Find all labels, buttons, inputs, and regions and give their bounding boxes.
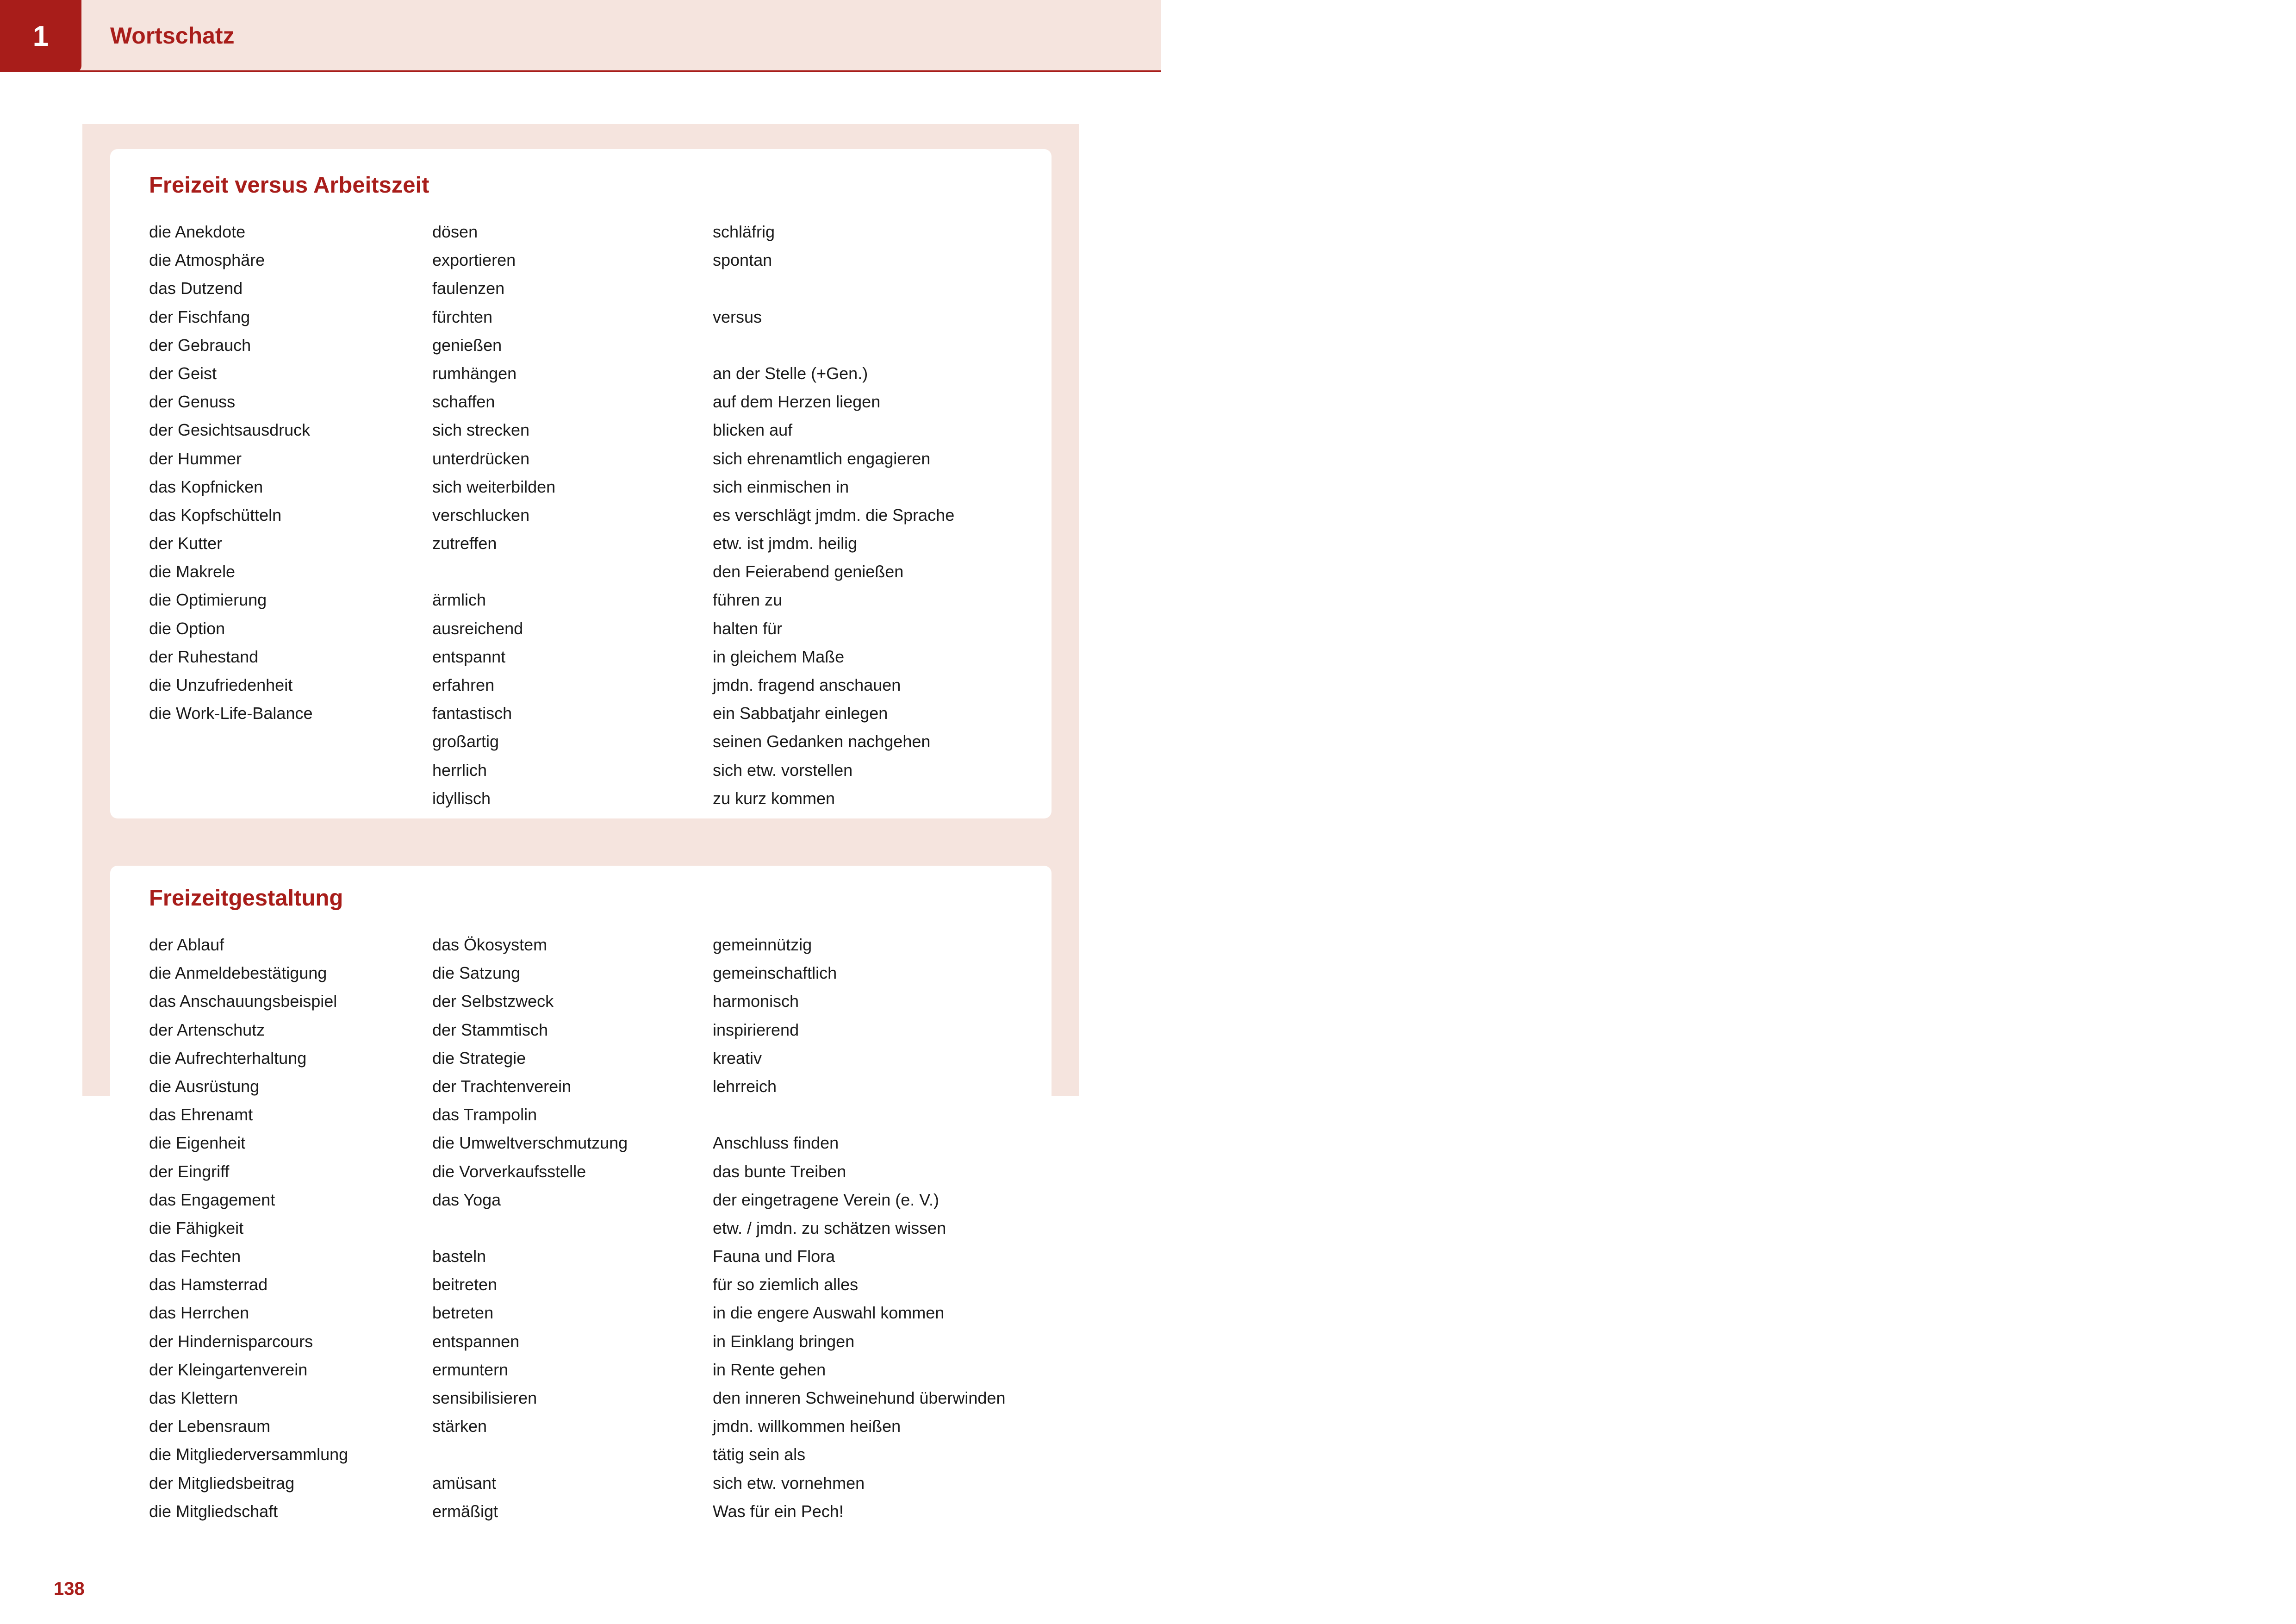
vocab-entry: entspannen bbox=[432, 1331, 520, 1351]
vocab-entry: in die engere Auswahl kommen bbox=[713, 1303, 945, 1323]
vocab-entry: ärmlich bbox=[432, 590, 486, 610]
vocab-entry: der Ruhestand bbox=[149, 647, 259, 666]
vocab-entry: an der Stelle (+Gen.) bbox=[713, 363, 868, 383]
vocab-entry: genießen bbox=[432, 335, 502, 355]
vocab-entry: der eingetragene Verein (e. V.) bbox=[713, 1190, 940, 1209]
vocab-entry: das Kopfnicken bbox=[149, 477, 263, 496]
vocab-entry: die Anekdote bbox=[149, 222, 246, 241]
vocab-entry: inspirierend bbox=[713, 1020, 799, 1039]
vocab-entry: ermäßigt bbox=[432, 1501, 498, 1521]
vocab-entry: seinen Gedanken nachgehen bbox=[713, 732, 931, 751]
vocab-entry: basteln bbox=[432, 1247, 486, 1266]
word-column bbox=[149, 931, 427, 1525]
vocab-entry: die Aufrechterhaltung bbox=[149, 1048, 307, 1068]
page-number: 138 bbox=[54, 1579, 85, 1599]
vocab-entry: sich etw. vornehmen bbox=[713, 1473, 865, 1493]
section-title: Freizeit versus Arbeitszeit bbox=[149, 173, 429, 198]
vocab-entry: exportieren bbox=[432, 250, 516, 270]
vocab-entry: der Mitgliedsbeitrag bbox=[149, 1473, 295, 1493]
vocab-entry: ein Sabbatjahr einlegen bbox=[713, 704, 888, 723]
vocab-entry: führen zu bbox=[713, 590, 783, 610]
vocab-spacer bbox=[149, 727, 427, 756]
vocab-entry: sich einmischen in bbox=[713, 477, 849, 496]
vocab-entry: der Fischfang bbox=[149, 307, 250, 326]
vocab-entry: in Einklang bringen bbox=[713, 1331, 855, 1351]
vocab-entry: Anschluss finden bbox=[713, 1133, 839, 1153]
vocab-entry: das Dutzend bbox=[149, 279, 243, 298]
vocab-entry: die Ausrüstung bbox=[149, 1076, 260, 1096]
vocab-entry: die Atmosphäre bbox=[149, 250, 265, 270]
vocab-entry: in gleichem Maße bbox=[713, 647, 845, 666]
vocab-entry: der Gebrauch bbox=[149, 335, 251, 355]
vocab-entry: in Rente gehen bbox=[713, 1360, 826, 1379]
vocab-spacer bbox=[713, 1100, 1074, 1129]
vocab-entry: auf dem Herzen liegen bbox=[713, 392, 881, 412]
vocab-entry: entspannt bbox=[432, 647, 506, 666]
vocab-entry: ermuntern bbox=[432, 1360, 509, 1379]
vocab-entry: die Satzung bbox=[432, 963, 521, 983]
vocab-entry: gemeinschaftlich bbox=[713, 963, 837, 983]
vocab-entry: sich ehrenamtlich engagieren bbox=[713, 449, 931, 468]
vocab-entry: tätig sein als bbox=[713, 1445, 806, 1464]
vocab-entry: der Stammtisch bbox=[432, 1020, 548, 1039]
vocab-entry: halten für bbox=[713, 618, 783, 638]
vocab-entry: spontan bbox=[713, 250, 772, 270]
word-column bbox=[149, 218, 427, 812]
vocab-entry: die Mitgliedschaft bbox=[149, 1501, 278, 1521]
vocab-entry: ausreichend bbox=[432, 618, 523, 638]
vocab-entry: das Ehrenamt bbox=[149, 1105, 253, 1124]
vocab-entry: der Hindernisparcours bbox=[149, 1331, 313, 1351]
vocab-entry: das Anschauungsbeispiel bbox=[149, 992, 337, 1011]
vocab-spacer bbox=[149, 756, 427, 784]
vocab-entry: herrlich bbox=[432, 760, 487, 780]
vocab-entry: das Herrchen bbox=[149, 1303, 249, 1323]
vocab-entry: Fauna und Flora bbox=[713, 1247, 835, 1266]
vocab-entry: etw. / jmdn. zu schätzen wissen bbox=[713, 1218, 946, 1237]
vocab-entry: die Unzufriedenheit bbox=[149, 675, 293, 694]
vocab-entry: stärken bbox=[432, 1417, 487, 1436]
vocab-entry: etw. ist jmdm. heilig bbox=[713, 534, 858, 553]
vocab-entry: das Fechten bbox=[149, 1247, 241, 1266]
vocab-entry: verschlucken bbox=[432, 505, 530, 525]
vocab-entry: der Lebensraum bbox=[149, 1417, 271, 1436]
vocab-spacer bbox=[432, 1214, 710, 1242]
vocab-entry: idyllisch bbox=[432, 788, 491, 808]
vocab-entry: amüsant bbox=[432, 1473, 497, 1493]
vocab-entry: zutreffen bbox=[432, 534, 497, 553]
vocab-entry: die Optimierung bbox=[149, 590, 267, 610]
vocab-entry: den inneren Schweinehund überwinden bbox=[713, 1388, 1006, 1407]
vocab-entry: der Gesichtsausdruck bbox=[149, 420, 311, 440]
vocab-entry: sich weiterbilden bbox=[432, 477, 556, 496]
vocab-entry: die Option bbox=[149, 618, 225, 638]
vocab-entry: das Klettern bbox=[149, 1388, 238, 1407]
section-card bbox=[110, 866, 1052, 1535]
vocab-entry: der Selbstzweck bbox=[432, 992, 554, 1011]
vocab-entry: das bunte Treiben bbox=[713, 1162, 846, 1181]
vocab-entry: schaffen bbox=[432, 392, 495, 412]
vocab-entry: der Genuss bbox=[149, 392, 236, 412]
chapter-number-badge bbox=[0, 0, 81, 72]
vocab-entry: die Umweltverschmutzung bbox=[432, 1133, 628, 1153]
vocab-entry: der Hummer bbox=[149, 449, 242, 468]
vocab-entry: den Feierabend genießen bbox=[713, 562, 904, 581]
word-column bbox=[713, 931, 1074, 1525]
vocab-entry: dösen bbox=[432, 222, 478, 241]
vocab-entry: für so ziemlich alles bbox=[713, 1275, 859, 1294]
vocab-entry: es verschlägt jmdm. die Sprache bbox=[713, 505, 955, 525]
vocab-entry: großartig bbox=[432, 732, 499, 751]
word-column bbox=[713, 218, 1074, 812]
vocab-spacer bbox=[713, 274, 1074, 302]
vocab-entry: die Makrele bbox=[149, 562, 236, 581]
vocab-entry: die Anmeldebestätigung bbox=[149, 963, 327, 983]
vocab-entry: versus bbox=[713, 307, 762, 326]
vocab-spacer bbox=[149, 784, 427, 812]
vocab-entry: das Yoga bbox=[432, 1190, 501, 1209]
vocab-entry: der Kutter bbox=[149, 534, 223, 553]
vocab-entry: die Strategie bbox=[432, 1048, 526, 1068]
vocab-entry: die Fähigkeit bbox=[149, 1218, 244, 1237]
vocab-entry: der Kleingartenverein bbox=[149, 1360, 308, 1379]
vocab-entry: jmdn. fragend anschauen bbox=[713, 675, 901, 694]
vocab-entry: fantastisch bbox=[432, 704, 512, 723]
vocab-entry: das Hamsterrad bbox=[149, 1275, 268, 1294]
vocab-entry: erfahren bbox=[432, 675, 495, 694]
vocab-spacer bbox=[432, 557, 710, 586]
vocab-entry: harmonisch bbox=[713, 992, 799, 1011]
vocab-entry: unterdrücken bbox=[432, 449, 530, 468]
vocab-entry: die Work-Life-Balance bbox=[149, 704, 313, 723]
chapter-number: 1 bbox=[32, 20, 49, 52]
word-column bbox=[432, 931, 710, 1525]
vocab-entry: das Engagement bbox=[149, 1190, 275, 1209]
section-card bbox=[110, 149, 1052, 818]
word-column bbox=[432, 218, 710, 812]
vocab-entry: die Mitgliederversammlung bbox=[149, 1445, 348, 1464]
vocab-entry: die Eigenheit bbox=[149, 1133, 246, 1153]
vocab-spacer bbox=[713, 331, 1074, 359]
vocab-entry: kreativ bbox=[713, 1048, 762, 1068]
vocab-entry: zu kurz kommen bbox=[713, 788, 835, 808]
vocab-entry: beitreten bbox=[432, 1275, 498, 1294]
vocab-entry: das Ökosystem bbox=[432, 935, 548, 954]
vocab-entry: die Vorverkaufsstelle bbox=[432, 1162, 586, 1181]
vocab-entry: sich strecken bbox=[432, 420, 530, 440]
vocab-entry: der Ablauf bbox=[149, 935, 224, 954]
vocab-entry: das Trampolin bbox=[432, 1105, 537, 1124]
vocab-entry: das Kopfschütteln bbox=[149, 505, 282, 525]
vocab-entry: Was für ein Pech! bbox=[713, 1501, 844, 1521]
vocab-entry: der Trachtenverein bbox=[432, 1076, 572, 1096]
vocab-entry: rumhängen bbox=[432, 363, 517, 383]
vocab-entry: faulenzen bbox=[432, 279, 505, 298]
section-title: Freizeitgestaltung bbox=[149, 886, 343, 911]
vocab-entry: der Eingriff bbox=[149, 1162, 230, 1181]
vocab-entry: der Geist bbox=[149, 363, 217, 383]
vocab-entry: der Artenschutz bbox=[149, 1020, 265, 1039]
vocab-spacer bbox=[432, 1440, 710, 1468]
vocab-entry: sensibilisieren bbox=[432, 1388, 537, 1407]
vocab-entry: lehrreich bbox=[713, 1076, 777, 1096]
vocab-entry: fürchten bbox=[432, 307, 493, 326]
chapter-title: Wortschatz bbox=[110, 23, 235, 49]
vocab-entry: schläfrig bbox=[713, 222, 775, 241]
vocab-entry: jmdn. willkommen heißen bbox=[713, 1417, 901, 1436]
vocab-entry: betreten bbox=[432, 1303, 494, 1323]
vocab-entry: sich etw. vorstellen bbox=[713, 760, 853, 780]
vocab-entry: blicken auf bbox=[713, 420, 793, 440]
vocab-entry: gemeinnützig bbox=[713, 935, 812, 954]
